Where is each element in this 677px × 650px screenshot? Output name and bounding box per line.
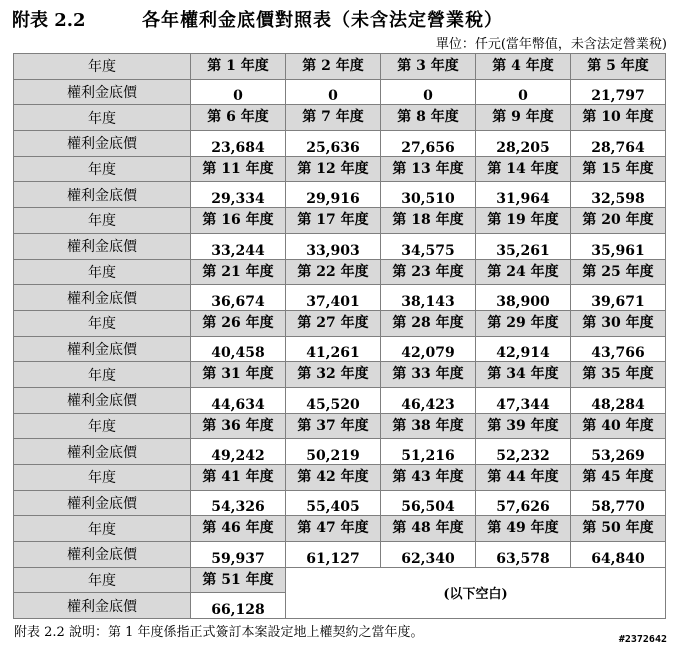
- year-header-cell: 年度: [14, 567, 191, 593]
- value-cell: 21,797: [571, 79, 666, 105]
- year-row: [14, 465, 666, 491]
- year-cell: 第 42 年度: [286, 465, 381, 491]
- year-cell: 第 32 年度: [286, 362, 381, 388]
- year-cell: 第 44 年度: [476, 465, 571, 491]
- value-cell: 35,261: [476, 233, 571, 259]
- year-cell: 第 28 年度: [381, 310, 476, 336]
- year-cell: 第 39 年度: [476, 413, 571, 439]
- year-cell: 第 51 年度: [191, 567, 286, 593]
- year-cell: 第 26 年度: [191, 310, 286, 336]
- value-cell: 44,634: [191, 387, 286, 413]
- year-cell: 第 49 年度: [476, 516, 571, 542]
- year-header-cell: 年度: [14, 208, 191, 234]
- value-cell: 31,964: [476, 182, 571, 208]
- value-cell: 55,405: [286, 490, 381, 516]
- year-row: [14, 516, 666, 542]
- title-label: 附表 2.2: [12, 10, 86, 31]
- year-row: [14, 567, 666, 593]
- year-cell: 第 25 年度: [571, 259, 666, 285]
- value-cell: 32,598: [571, 182, 666, 208]
- year-cell: 第 20 年度: [571, 208, 666, 234]
- value-cell: 36,674: [191, 285, 286, 311]
- value-header-cell: 權利金底價: [14, 79, 191, 105]
- value-cell: 37,401: [286, 285, 381, 311]
- year-cell: 第 22 年度: [286, 259, 381, 285]
- year-cell: 第 6 年度: [191, 105, 286, 131]
- value-cell: 34,575: [381, 233, 476, 259]
- year-cell: 第 47 年度: [286, 516, 381, 542]
- year-cell: 第 18 年度: [381, 208, 476, 234]
- year-cell: 第 9 年度: [476, 105, 571, 131]
- year-row: [14, 413, 666, 439]
- value-cell: 64,840: [571, 542, 666, 568]
- value-cell: 0: [286, 79, 381, 105]
- year-cell: 第 21 年度: [191, 259, 286, 285]
- year-cell: 第 27 年度: [286, 310, 381, 336]
- value-cell: 46,423: [381, 387, 476, 413]
- value-header-cell: 權利金底價: [14, 439, 191, 465]
- year-cell: 第 1 年度: [191, 54, 286, 80]
- year-cell: 第 15 年度: [571, 156, 666, 182]
- value-cell: 38,143: [381, 285, 476, 311]
- value-cell: 54,326: [191, 490, 286, 516]
- year-cell: 第 35 年度: [571, 362, 666, 388]
- value-cell: 61,127: [286, 542, 381, 568]
- value-cell: 0: [191, 79, 286, 105]
- year-cell: 第 10 年度: [571, 105, 666, 131]
- year-header-cell: 年度: [14, 259, 191, 285]
- value-cell: 23,684: [191, 131, 286, 157]
- value-cell: 35,961: [571, 233, 666, 259]
- value-header-cell: 權利金底價: [14, 285, 191, 311]
- year-cell: 第 12 年度: [286, 156, 381, 182]
- year-cell: 第 3 年度: [381, 54, 476, 80]
- year-cell: 第 30 年度: [571, 310, 666, 336]
- image-code: #2372642: [618, 634, 667, 645]
- year-cell: 第 14 年度: [476, 156, 571, 182]
- year-cell: 第 43 年度: [381, 465, 476, 491]
- year-cell: 第 7 年度: [286, 105, 381, 131]
- value-cell: 51,216: [381, 439, 476, 465]
- year-cell: 第 31 年度: [191, 362, 286, 388]
- value-row: [14, 387, 666, 413]
- year-cell: 第 2 年度: [286, 54, 381, 80]
- value-cell: 66,128: [191, 593, 286, 619]
- year-cell: 第 19 年度: [476, 208, 571, 234]
- value-cell: 47,344: [476, 387, 571, 413]
- value-cell: 57,626: [476, 490, 571, 516]
- value-row: [14, 182, 666, 208]
- value-cell: 40,458: [191, 336, 286, 362]
- value-cell: 33,244: [191, 233, 286, 259]
- value-cell: 28,764: [571, 131, 666, 157]
- unit-note: 單位：仟元(當年幣值，未含法定營業稅): [435, 37, 667, 52]
- value-cell: 29,334: [191, 182, 286, 208]
- value-cell: 28,205: [476, 131, 571, 157]
- year-cell: 第 23 年度: [381, 259, 476, 285]
- year-cell: 第 11 年度: [191, 156, 286, 182]
- value-cell: 27,656: [381, 131, 476, 157]
- value-cell: 50,219: [286, 439, 381, 465]
- value-cell: 43,766: [571, 336, 666, 362]
- year-cell: 第 29 年度: [476, 310, 571, 336]
- value-cell: 41,261: [286, 336, 381, 362]
- value-cell: 0: [381, 79, 476, 105]
- year-header-cell: 年度: [14, 105, 191, 131]
- year-row: [14, 156, 666, 182]
- value-cell: 42,079: [381, 336, 476, 362]
- year-row: [14, 310, 666, 336]
- title-text: 各年權利金底價對照表（未含法定營業稅）: [142, 10, 503, 31]
- year-header-cell: 年度: [14, 362, 191, 388]
- year-header-cell: 年度: [14, 413, 191, 439]
- year-cell: 第 50 年度: [571, 516, 666, 542]
- year-header-cell: 年度: [14, 156, 191, 182]
- royalty-table: [13, 53, 666, 619]
- year-cell: 第 40 年度: [571, 413, 666, 439]
- value-cell: 52,232: [476, 439, 571, 465]
- value-cell: 56,504: [381, 490, 476, 516]
- year-row: [14, 208, 666, 234]
- value-cell: 48,284: [571, 387, 666, 413]
- table-body: [14, 54, 666, 619]
- document-title: [12, 6, 503, 32]
- value-cell: 59,937: [191, 542, 286, 568]
- value-row: [14, 439, 666, 465]
- year-cell: 第 46 年度: [191, 516, 286, 542]
- blank-note-cell: (以下空白): [286, 567, 666, 618]
- value-header-cell: 權利金底價: [14, 233, 191, 259]
- year-row: [14, 259, 666, 285]
- value-row: [14, 79, 666, 105]
- year-cell: 第 8 年度: [381, 105, 476, 131]
- value-header-cell: 權利金底價: [14, 131, 191, 157]
- value-cell: 29,916: [286, 182, 381, 208]
- value-header-cell: 權利金底價: [14, 593, 191, 619]
- year-cell: 第 37 年度: [286, 413, 381, 439]
- value-header-cell: 權利金底價: [14, 542, 191, 568]
- value-row: [14, 542, 666, 568]
- year-row: [14, 105, 666, 131]
- footnote: 附表 2.2 說明：第 1 年度係指正式簽訂本案設定地上權契約之當年度。: [14, 625, 424, 640]
- value-cell: 42,914: [476, 336, 571, 362]
- value-header-cell: 權利金底價: [14, 387, 191, 413]
- value-row: [14, 233, 666, 259]
- year-cell: 第 17 年度: [286, 208, 381, 234]
- value-cell: 0: [476, 79, 571, 105]
- year-header-cell: 年度: [14, 310, 191, 336]
- value-row: [14, 336, 666, 362]
- year-cell: 第 33 年度: [381, 362, 476, 388]
- value-header-cell: 權利金底價: [14, 182, 191, 208]
- value-cell: 63,578: [476, 542, 571, 568]
- value-cell: 39,671: [571, 285, 666, 311]
- year-cell: 第 16 年度: [191, 208, 286, 234]
- year-cell: 第 38 年度: [381, 413, 476, 439]
- year-cell: 第 24 年度: [476, 259, 571, 285]
- value-row: [14, 285, 666, 311]
- value-header-cell: 權利金底價: [14, 336, 191, 362]
- year-cell: 第 48 年度: [381, 516, 476, 542]
- year-cell: 第 36 年度: [191, 413, 286, 439]
- year-cell: 第 45 年度: [571, 465, 666, 491]
- year-cell: 第 4 年度: [476, 54, 571, 80]
- year-cell: 第 13 年度: [381, 156, 476, 182]
- value-cell: 53,269: [571, 439, 666, 465]
- value-cell: 62,340: [381, 542, 476, 568]
- year-header-cell: 年度: [14, 54, 191, 80]
- year-cell: 第 5 年度: [571, 54, 666, 80]
- value-row: [14, 490, 666, 516]
- year-row: [14, 54, 666, 80]
- value-header-cell: 權利金底價: [14, 490, 191, 516]
- year-cell: 第 41 年度: [191, 465, 286, 491]
- value-cell: 45,520: [286, 387, 381, 413]
- year-row: [14, 362, 666, 388]
- value-cell: 33,903: [286, 233, 381, 259]
- value-cell: 30,510: [381, 182, 476, 208]
- value-cell: 58,770: [571, 490, 666, 516]
- year-cell: 第 34 年度: [476, 362, 571, 388]
- value-cell: 25,636: [286, 131, 381, 157]
- value-cell: 49,242: [191, 439, 286, 465]
- value-cell: 38,900: [476, 285, 571, 311]
- value-row: [14, 131, 666, 157]
- year-header-cell: 年度: [14, 465, 191, 491]
- year-header-cell: 年度: [14, 516, 191, 542]
